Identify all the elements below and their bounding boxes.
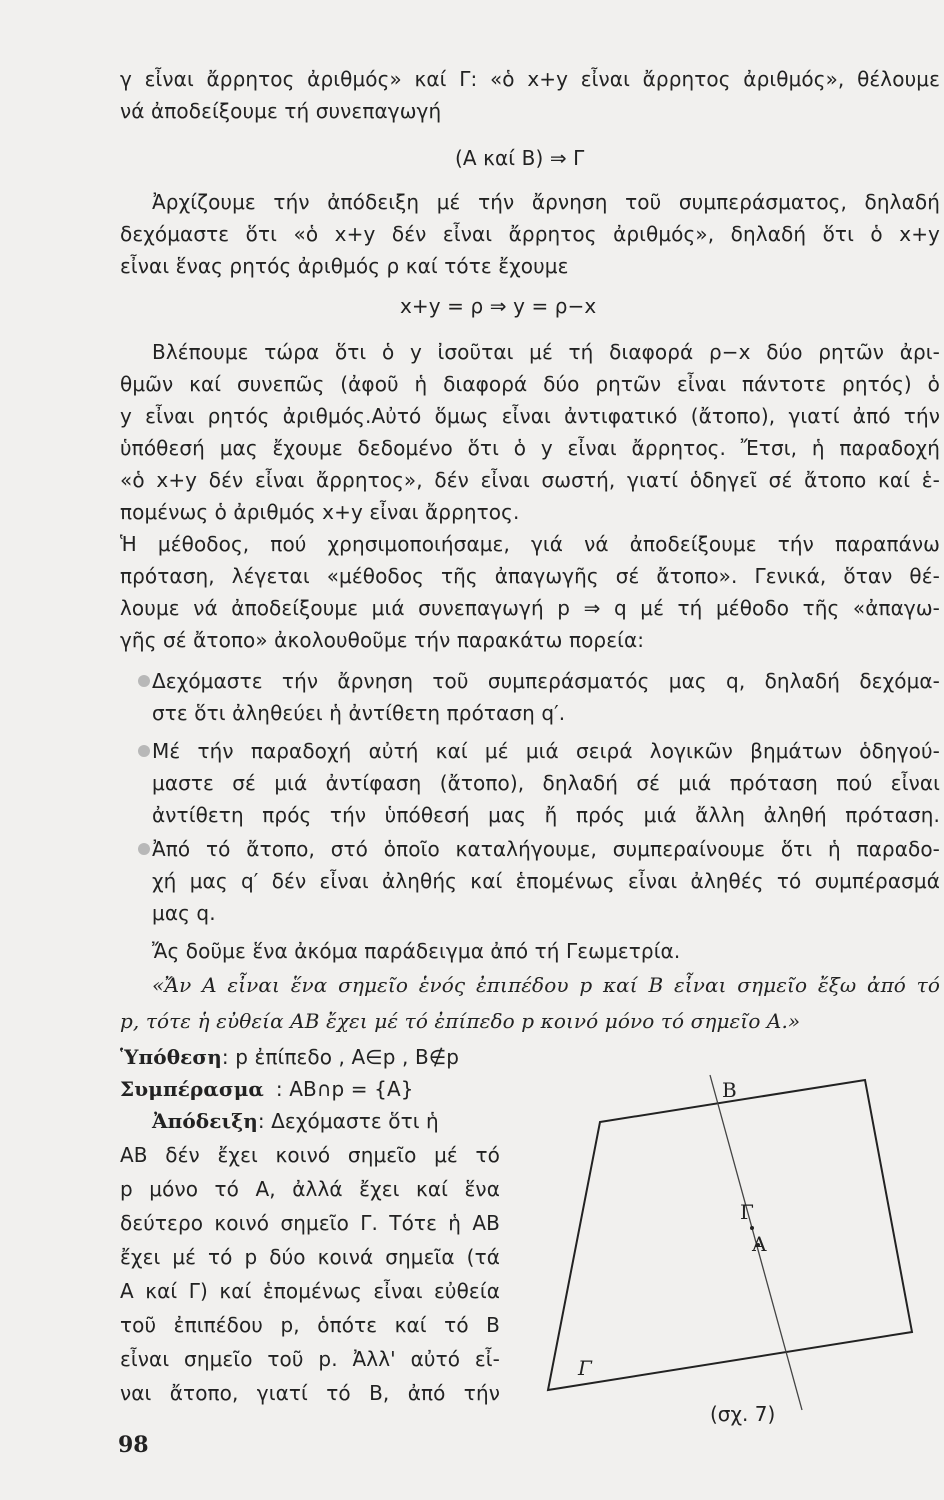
proof-line: τοῦ ἐπιπέδου p, ὁπότε καί τό Β (120, 1313, 500, 1337)
proof-line: ναι ἄτοπο, γιατί τό Β, ἀπό τήν (120, 1381, 500, 1405)
text-line: Ἡ μέθοδος, πού χρησιμοποιήσαμε, γιά νά ἀποδείξουμε τήν παραπάνω (120, 532, 940, 556)
text-line: μας q. (152, 901, 216, 925)
figure-7 (540, 1070, 930, 1420)
text-line: Ἄς δοῦμε ἕνα ἀκόμα παράδειγμα ἀπό τή Γεωμετρία. (152, 939, 681, 963)
proof-line: Α καί Γ) καί ἑπομένως εἶναι εὐθεία (120, 1279, 500, 1303)
bullet-item (152, 666, 940, 696)
theorem-line: p, τότε ἡ εὐθεία ΑΒ ἔχει μέ τό ἐπίπεδο p κοινό μόνο τό σημεῖο Α.» (120, 1009, 801, 1033)
equation: x+y = ρ ⇒ y = ρ−x (400, 294, 597, 318)
bullet-item (152, 834, 940, 864)
label-a: A (752, 1232, 767, 1256)
text-line: Ἀρχίζουμε τήν ἀπόδειξη μέ τήν ἄρνηση τοῦ συμπεράσματος, δηλαδή (152, 190, 940, 214)
text-line: ἀντίθετη πρός τήν ὑπόθεσή μας ἤ πρός μιά ἄλλη ἀληθή πρόταση. (152, 803, 940, 827)
bullet-text: Ἀπό τό ἄτοπο, στό ὁποῖο καταλήγουμε, συμπεραίνουμε ὅτι ἡ παραδο- (152, 837, 940, 861)
text-line: λουμε νά ἀποδείξουμε μιά συνεπαγωγή p ⇒ q μέ τή μέθοδο τῆς «ἀπαγω- (120, 596, 940, 620)
bullet-item (152, 736, 940, 766)
text-line: δεχόμαστε ὅτι «ὁ x+y δέν εἶναι ἄρρητος ἀριθμός», δηλαδή ὅτι ὁ x+y (120, 222, 940, 246)
proof-label: Ἀπόδειξη (152, 1109, 258, 1133)
hypothesis-row (120, 1042, 940, 1072)
proof-first-line (120, 1106, 500, 1136)
text-line: στε ὅτι ἀληθεύει ἡ ἀντίθετη πρόταση q′. (152, 701, 566, 725)
hypothesis-text: : p ἐπίπεδο , Α∈p , Β∉p (221, 1045, 460, 1069)
label-gamma: Γ (740, 1200, 754, 1224)
plane-outline (548, 1080, 912, 1390)
proof-text: : Δεχόμαστε ὅτι ἡ (257, 1109, 439, 1133)
label-b: B (722, 1078, 737, 1102)
page-number: 98 (118, 1432, 149, 1458)
bullet-icon (138, 745, 150, 757)
proof-line: p μόνο τό Α, ἀλλά ἔχει καί ἕνα (120, 1177, 500, 1201)
proof-line: δεύτερο κοινό σημεῖο Γ. Τότε ἡ ΑΒ (120, 1211, 500, 1235)
figure-caption: (σχ. 7) (710, 1402, 776, 1426)
text-line: εἶναι ἕνας ρητός ἀριθμός ρ καί τότε ἔχουμε (120, 254, 569, 278)
implication-formula: (Α καί Β) ⇒ Γ (455, 146, 585, 170)
text-line: μαστε σέ μιά ἀντίφαση (ἄτοπο), δηλαδή σέ μιά πρόταση πού εἶναι (152, 771, 940, 795)
text-line: Βλέπουμε τώρα ὅτι ὁ y ἰσοῦται μέ τή διαφορά ρ−x δύο ρητῶν ἀρι- (152, 340, 940, 364)
text-line: νά ἀποδείξουμε τή συνεπαγωγή (120, 99, 442, 123)
conclusion-text: : ΑΒ∩p = {Α} (275, 1077, 414, 1101)
conclusion-label: Συμπέρασμα (120, 1077, 264, 1101)
plane-diagram (540, 1070, 930, 1420)
text-line: γ εἶναι ἄρρητος ἀριθμός» καί Γ: «ὁ x+y εἶναι ἄρρητος ἀριθμός», θέλουμε (120, 67, 940, 91)
bullet-icon (138, 675, 150, 687)
text-line: θμῶν καί συνεπῶς (ἀφοῦ ἡ διαφορά δύο ρητῶν εἶναι πάντοτε ρητός) ὁ (120, 372, 940, 396)
bullet-text: Δεχόμαστε τήν ἄρνηση τοῦ συμπεράσματός μας q, δηλαδή δεχόμα- (152, 669, 940, 693)
bullet-text: Μέ τήν παραδοχή αὐτή καί μέ μιά σειρά λογικῶν βημάτων ὁδηγού- (152, 739, 940, 763)
label-plane: Γ (578, 1356, 592, 1380)
bullet-icon (138, 843, 150, 855)
text-line: χή μας q′ δέν εἶναι ἀληθής καί ἑπομένως εἶναι ἀληθές τό συμπέρασμά (152, 869, 940, 893)
proof-line: ἔχει μέ τό p δύο κοινά σημεῖα (τά (120, 1245, 500, 1269)
text-line: «ὁ x+y δέν εἶναι ἄρρητος», δέν εἶναι σωστή, γιατί ὁδηγεῖ σέ ἄτοπο καί ἑ- (120, 468, 940, 492)
text-line: πομένως ὁ ἀριθμός x+y εἶναι ἄρρητος. (120, 500, 520, 524)
text-line: y εἶναι ρητός ἀριθμός.Αὐτό ὅμως εἶναι ἀντιφατικό (ἄτοπο), γιατί ἀπό τήν (120, 404, 940, 428)
text-line: πρόταση, λέγεται «μέθοδος τῆς ἀπαγωγῆς σέ ἄτοπο». Γενικά, ὅταν θέ- (120, 564, 940, 588)
hypothesis-label: Ὑπόθεση (120, 1045, 222, 1069)
point-gamma (750, 1226, 754, 1230)
proof-line: εἶναι σημεῖο τοῦ p. Ἀλλ' αὐτό εἶ- (120, 1347, 500, 1371)
proof-line: ΑΒ δέν ἔχει κοινό σημεῖο μέ τό (120, 1143, 500, 1167)
text-line: γῆς σέ ἄτοπο» ἀκολουθοῦμε τήν παρακάτω πορεία: (120, 628, 645, 652)
theorem-line: «Ἄν Α εἶναι ἕνα σημεῖο ἑνός ἐπιπέδου p καί Β εἶναι σημεῖο ἔξω ἀπό τό (152, 973, 940, 997)
text-line: ὑπόθεσή μας ἔχουμε δεδομένο ὅτι ὁ y εἶναι ἄρρητος. Ἔτσι, ἡ παραδοχή (120, 436, 940, 460)
